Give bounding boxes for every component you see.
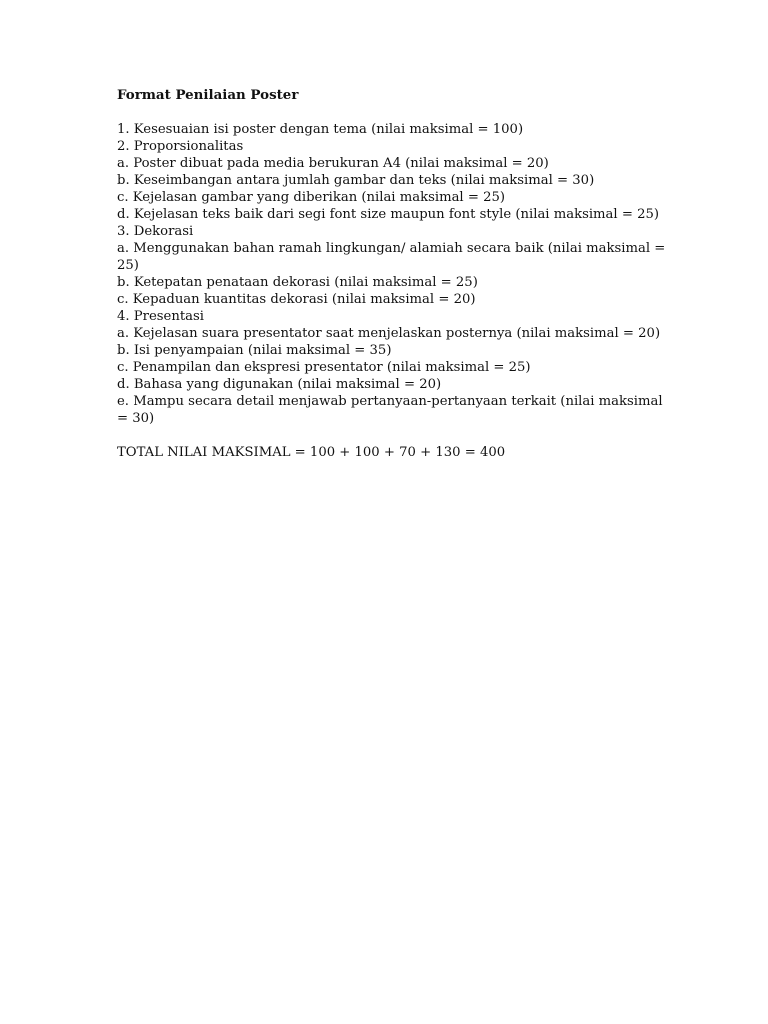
document-title: Format Penilaian Poster xyxy=(117,87,299,103)
criterion-2d: d. Kejelasan teks baik dari segi font size maupun font style (nilai maksimal = 25) xyxy=(117,207,660,222)
criterion-4e: e. Mampu secara detail menjawab pertanyaan-pertanyaan terkait (nilai maksimal = 30) xyxy=(117,394,663,426)
criterion-3-heading: 3. Dekorasi xyxy=(117,224,194,239)
criterion-4c: c. Penampilan dan ekspresi presentator (nilai maksimal = 25) xyxy=(117,360,531,375)
criterion-2c: c. Kejelasan gambar yang diberikan (nilai maksimal = 25) xyxy=(117,190,506,205)
criterion-4b: b. Isi penyampaian (nilai maksimal = 35) xyxy=(117,343,392,358)
criterion-2-heading: 2. Proporsionalitas xyxy=(117,139,244,154)
total-score: TOTAL NILAI MAKSIMAL = 100 + 100 + 70 + 130 = 400 xyxy=(117,445,506,460)
criterion-3b: b. Ketepatan penataan dekorasi (nilai maksimal = 25) xyxy=(117,275,478,290)
criterion-3a: a. Menggunakan bahan ramah lingkungan/ alamiah secara baik (nilai maksimal = 25) xyxy=(117,241,666,273)
criterion-3c: c. Kepaduan kuantitas dekorasi (nilai maksimal = 20) xyxy=(117,292,476,307)
criterion-2b: b. Keseimbangan antara jumlah gambar dan teks (nilai maksimal = 30) xyxy=(117,173,595,188)
criterion-2a: a. Poster dibuat pada media berukuran A4 (nilai maksimal = 20) xyxy=(117,156,549,171)
document-body xyxy=(117,87,677,461)
criterion-1: 1. Kesesuaian isi poster dengan tema (nilai maksimal = 100) xyxy=(117,122,524,137)
criterion-4a: a. Kejelasan suara presentator saat menjelaskan posternya (nilai maksimal = 20) xyxy=(117,326,661,341)
criterion-4-heading: 4. Presentasi xyxy=(117,309,204,324)
criterion-4d: d. Bahasa yang digunakan (nilai maksimal = 20) xyxy=(117,377,442,392)
